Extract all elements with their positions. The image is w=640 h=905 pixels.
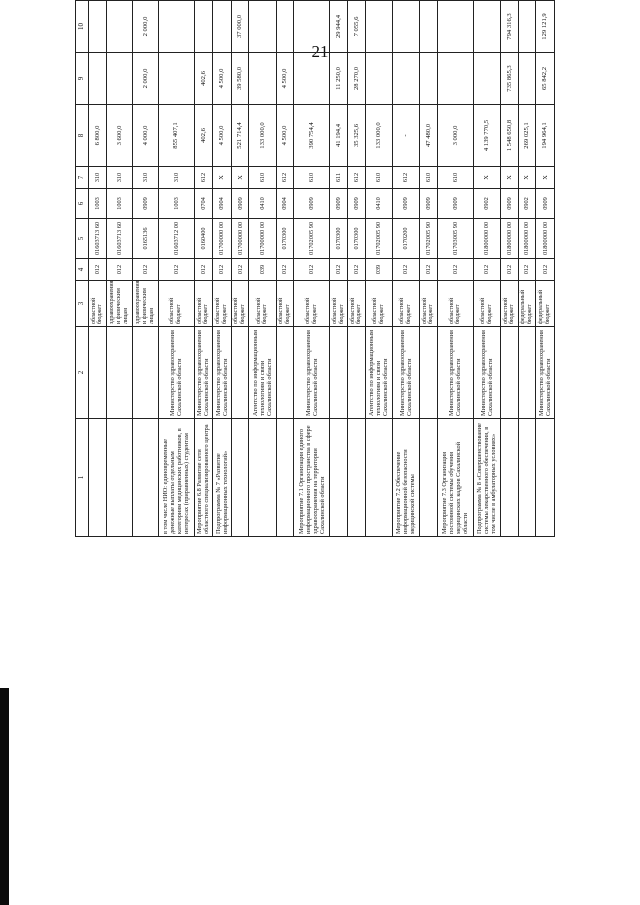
table-cell-c2: Агентство по информационным технологиям и связи Сахалинской области — [249, 327, 276, 419]
table-cell-c3: здравоохранения и физическим лицам — [106, 281, 132, 327]
column-number: 9 — [76, 53, 89, 105]
table-cell-c5: 0165136 — [132, 219, 158, 259]
table-cell-c11 — [89, 0, 107, 1]
table-cell-c3: федеральный бюджет — [536, 281, 555, 327]
table-cell-c11 — [420, 0, 438, 1]
table-cell-c9 — [106, 53, 132, 105]
table-cell-c1 — [500, 419, 518, 537]
table-cell-c6: 1003 — [106, 189, 132, 219]
table-cell-c8: - — [392, 105, 419, 167]
table-cell-c1 — [518, 419, 536, 537]
table-cell-c3: областной бюджет — [420, 281, 438, 327]
table-cell-c4: 012 — [194, 259, 213, 281]
table-cell-c2: Министерство здравоохранения Сахалинской области — [536, 327, 555, 419]
table-cell-c9: 402,6 — [194, 53, 213, 105]
table-cell-c6: 0410 — [249, 189, 276, 219]
table-row — [473, 0, 500, 537]
table-cell-c8: 390 754,4 — [294, 105, 330, 167]
table-cell-c11 — [132, 0, 158, 1]
table-cell-c5: 01700000 00 — [249, 219, 276, 259]
table-cell-c5: 0170300 — [276, 219, 294, 259]
table-cell-c10 — [473, 1, 500, 53]
table-cell-c11 — [249, 0, 276, 1]
table-cell-c10 — [276, 1, 294, 53]
table-cell-c6: 0902 — [473, 189, 500, 219]
column-number: 5 — [76, 219, 89, 259]
table-cell-c2: Министерство здравоохранения Сахалинской области — [437, 327, 473, 419]
column-number: 2 — [76, 327, 89, 419]
table-cell-c4: 012 — [420, 259, 438, 281]
table-cell-c4: 012 — [294, 259, 330, 281]
table-cell-c7: 610 — [249, 167, 276, 189]
table-cell-c8: 4 500,0 — [276, 105, 294, 167]
table-cell-c10 — [249, 1, 276, 53]
column-number — [76, 0, 89, 1]
page-number: 21 — [311, 42, 329, 61]
table-cell-c4: 012 — [500, 259, 518, 281]
table-cell-c10: 2 000,0 — [132, 1, 158, 53]
table-cell-c10 — [294, 1, 330, 53]
table-cell-c4: 012 — [231, 259, 249, 281]
table-cell-c7: Х — [231, 167, 249, 189]
table-cell-c1 — [132, 419, 158, 537]
table-cell-c6: 0909 — [294, 189, 330, 219]
table-row — [249, 0, 276, 537]
table-row — [365, 0, 392, 537]
table-cell-c4: 012 — [518, 259, 536, 281]
table-cell-c7: 612 — [347, 167, 365, 189]
table-cell-c9 — [89, 53, 107, 105]
table-cell-c1 — [249, 419, 276, 537]
table-cell-c6: 0410 — [365, 189, 392, 219]
table-cell-c6: 0909 — [420, 189, 438, 219]
table-cell-c8: 4 139 770,5 — [473, 105, 500, 167]
table-cell-c11 — [392, 0, 419, 1]
table-cell-c1: Подпрограмма № 7 «Развитие информационных технологий» — [213, 419, 232, 537]
table-cell-c3: областной бюджет — [231, 281, 249, 327]
table-cell-c5: 01603713 60 — [89, 219, 107, 259]
table-cell-c5: 01702005 90 — [294, 219, 330, 259]
table-row — [89, 0, 107, 537]
table-cell-c9 — [437, 53, 473, 105]
column-number: 4 — [76, 259, 89, 281]
table-cell-c2 — [276, 327, 294, 419]
table-row — [536, 0, 555, 537]
table-row — [158, 0, 194, 537]
table-row — [276, 0, 294, 537]
table-cell-c5: 01800000 00 — [473, 219, 500, 259]
table-cell-c4: 012 — [392, 259, 419, 281]
table-cell-c7: 610 — [294, 167, 330, 189]
table-row — [437, 0, 473, 537]
column-number: 7 — [76, 167, 89, 189]
table-cell-c9 — [365, 53, 392, 105]
table-cell-c3: областной бюджет — [473, 281, 500, 327]
table-cell-c9 — [249, 53, 276, 105]
table-cell-c7: Х — [536, 167, 555, 189]
table-row — [500, 0, 518, 537]
table-cell-c10 — [89, 1, 107, 53]
table-cell-c5: 01603713 60 — [106, 219, 132, 259]
table-cell-c11 — [194, 0, 213, 1]
table-cell-c11 — [536, 0, 555, 1]
table-cell-c11 — [365, 0, 392, 1]
table-cell-c2 — [106, 327, 132, 419]
table-cell-c1: Мероприятие 7.1 Организация единого информационного пространства в сфере здравоохранения на территории Сахалинской области — [294, 419, 330, 537]
table-cell-c6: 0909 — [392, 189, 419, 219]
table-cell-c7: 310 — [132, 167, 158, 189]
table-cell-c2 — [132, 327, 158, 419]
table-cell-c1 — [536, 419, 555, 537]
table-cell-c2: Министерство здравоохранения Сахалинской области — [213, 327, 232, 419]
table-cell-c9: 4 500,0 — [276, 53, 294, 105]
table-cell-c4: 039 — [365, 259, 392, 281]
table-cell-c1 — [276, 419, 294, 537]
table-cell-c8: 4 500,0 — [213, 105, 232, 167]
table-row — [420, 0, 438, 537]
table-cell-c3: областной бюджет — [158, 281, 194, 327]
table-cell-c7: 310 — [106, 167, 132, 189]
table-cell-c4: 012 — [276, 259, 294, 281]
table-cell-c9: 28 270,0 — [347, 53, 365, 105]
table-cell-c1 — [106, 419, 132, 537]
table-cell-c7: 310 — [158, 167, 194, 189]
table-cell-c7: Х — [473, 167, 500, 189]
table-cell-c8: 133 000,0 — [249, 105, 276, 167]
table-cell-c1: Мероприятие 6.8 Развитие сети областного специализированного центра — [194, 419, 213, 537]
budget-table-container — [75, 13, 555, 875]
table-cell-c9 — [294, 53, 330, 105]
table-cell-c10 — [420, 1, 438, 53]
table-cell-c2: Министерство здравоохранения Сахалинской области — [158, 327, 194, 419]
table-cell-c9: 39 580,0 — [231, 53, 249, 105]
table-cell-c10 — [158, 1, 194, 53]
table-cell-c10: 29 944,4 — [330, 1, 348, 53]
table-cell-c11 — [500, 0, 518, 1]
table-cell-c5: 01702005 90 — [365, 219, 392, 259]
table-cell-c5: 0170200 — [392, 219, 419, 259]
table-cell-c7: 610 — [437, 167, 473, 189]
table-cell-c6: 0909 — [347, 189, 365, 219]
table-row — [132, 0, 158, 537]
table-cell-c4: 012 — [473, 259, 500, 281]
table-cell-c5: 01703005 90 — [437, 219, 473, 259]
table-cell-c10 — [365, 1, 392, 53]
table-cell-c1 — [365, 419, 392, 537]
table-cell-c8: 1 548 650,8 — [500, 105, 518, 167]
table-cell-c7: Х — [500, 167, 518, 189]
table-cell-c2 — [347, 327, 365, 419]
table-cell-c2: Агентство по информационным технологиям и связи Сахалинской области — [365, 327, 392, 419]
table-cell-c8: 4 000,0 — [132, 105, 158, 167]
table-cell-c6: 0909 — [330, 189, 348, 219]
table-cell-c11 — [347, 0, 365, 1]
table-cell-c8: 3 600,0 — [106, 105, 132, 167]
table-cell-c3: областной бюджет — [347, 281, 365, 327]
rotated-page-content — [75, 0, 555, 537]
table-cell-c1 — [89, 419, 107, 537]
table-cell-c5: 0160400 — [194, 219, 213, 259]
table-row — [392, 0, 419, 537]
table-cell-c1: Мероприятие 7.3 Организация постоянной системы обучения медицинских кадров Сахалинской области — [437, 419, 473, 537]
table-row — [518, 0, 536, 537]
scan-edge-mark — [0, 688, 9, 905]
table-cell-c9: 4 500,0 — [213, 53, 232, 105]
table-cell-c5: 01800000 00 — [500, 219, 518, 259]
table-cell-c6: 0909 — [132, 189, 158, 219]
table-cell-c11 — [106, 0, 132, 1]
table-row — [347, 0, 365, 537]
table-row — [231, 0, 249, 537]
table-cell-c8: 402,6 — [194, 105, 213, 167]
table-cell-c3: областной бюджет — [294, 281, 330, 327]
column-number: 10 — [76, 1, 89, 53]
table-cell-c5: 01603712 00 — [158, 219, 194, 259]
table-cell-c10 — [106, 1, 132, 53]
table-cell-c4: 012 — [106, 259, 132, 281]
table-cell-c5: 01800000 00 — [518, 219, 536, 259]
table-cell-c6: 0904 — [276, 189, 294, 219]
table-cell-c6: 0904 — [213, 189, 232, 219]
table-cell-c8: 3 000,0 — [437, 105, 473, 167]
table-cell-c8: 855 407,1 — [158, 105, 194, 167]
table-row — [213, 0, 232, 537]
table-cell-c5: 01700000 00 — [231, 219, 249, 259]
table-cell-c7: 610 — [365, 167, 392, 189]
table-cell-c1 — [347, 419, 365, 537]
table-cell-c6: 1003 — [158, 189, 194, 219]
table-cell-c8: 194 964,1 — [536, 105, 555, 167]
table-cell-c1 — [330, 419, 348, 537]
table-cell-c9: 735 865,3 — [500, 53, 518, 105]
table-cell-c9 — [518, 53, 536, 105]
table-cell-c4: 012 — [158, 259, 194, 281]
table-cell-c2 — [231, 327, 249, 419]
table-cell-c10 — [392, 1, 419, 53]
table-cell-c3: областной бюджет — [249, 281, 276, 327]
table-cell-c4: 012 — [536, 259, 555, 281]
table-cell-c4: 012 — [330, 259, 348, 281]
table-cell-c2 — [518, 327, 536, 419]
table-cell-c9 — [420, 53, 438, 105]
column-number: 6 — [76, 189, 89, 219]
table-cell-c11 — [231, 0, 249, 1]
table-cell-c11 — [213, 0, 232, 1]
table-cell-c4: 012 — [347, 259, 365, 281]
table-cell-c8: 133 000,0 — [365, 105, 392, 167]
table-cell-c7: 612 — [276, 167, 294, 189]
table-cell-c7: Х — [518, 167, 536, 189]
table-cell-c9: 11 250,0 — [330, 53, 348, 105]
table-cell-c3: областной бюджет — [392, 281, 419, 327]
table-cell-c10 — [194, 1, 213, 53]
table-cell-c4: 012 — [437, 259, 473, 281]
table-cell-c1 — [420, 419, 438, 537]
table-cell-c3: областной бюджет — [365, 281, 392, 327]
table-cell-c3: федеральный бюджет — [518, 281, 536, 327]
table-cell-c3: областной бюджет — [500, 281, 518, 327]
table-cell-c11 — [158, 0, 194, 1]
table-cell-c10: 7 055,6 — [347, 1, 365, 53]
table-cell-c1: Мероприятие 7.2 Обеспечение информационной безопасности медицинской системы — [392, 419, 419, 537]
table-cell-c9 — [158, 53, 194, 105]
table-cell-c11 — [276, 0, 294, 1]
table-row — [330, 0, 348, 537]
table-cell-c4: 012 — [89, 259, 107, 281]
table-row — [294, 0, 330, 537]
table-cell-c11 — [294, 0, 330, 1]
table-cell-c3: областной бюджет — [437, 281, 473, 327]
table-cell-c8: 35 325,6 — [347, 105, 365, 167]
table-cell-c6: 0909 — [500, 189, 518, 219]
table-cell-c9: 2 000,0 — [132, 53, 158, 105]
table-cell-c3: областной бюджет — [89, 281, 107, 327]
table-cell-c7: 612 — [392, 167, 419, 189]
table-cell-c8: 47 480,0 — [420, 105, 438, 167]
table-cell-c10: 37 000,0 — [231, 1, 249, 53]
table-cell-c5: 01702005 90 — [420, 219, 438, 259]
column-number: 3 — [76, 281, 89, 327]
table-cell-c3: областной бюджет — [330, 281, 348, 327]
table-cell-c2 — [89, 327, 107, 419]
table-cell-c8: 269 025,1 — [518, 105, 536, 167]
table-cell-c2 — [330, 327, 348, 419]
table-cell-c3: областной бюджет — [213, 281, 232, 327]
table-cell-c6: 0704 — [194, 189, 213, 219]
table-cell-c2: Министерство здравоохранения Сахалинской области — [194, 327, 213, 419]
table-cell-c4: 012 — [132, 259, 158, 281]
table-cell-c3: областной бюджет — [194, 281, 213, 327]
table-row — [106, 0, 132, 537]
table-cell-c5: 0170300 — [330, 219, 348, 259]
table-cell-c1: в том числе НИО: единовременные денежные выплаты отдельным категориям медицинских работников, в интересах (приравненных) студентам — [158, 419, 194, 537]
table-cell-c8: 521 714,4 — [231, 105, 249, 167]
column-number: 8 — [76, 105, 89, 167]
table-cell-c2 — [500, 327, 518, 419]
table-cell-c10: 794 316,3 — [500, 1, 518, 53]
table-cell-c2: Министерство здравоохранения Сахалинской области — [473, 327, 500, 419]
table-cell-c1: Подпрограмма № 8 «Совершенствование системы лекарственного обеспечения, в том числе в амбулаторных условиях» — [473, 419, 500, 537]
table-cell-c11 — [473, 0, 500, 1]
budget-table — [75, 0, 555, 537]
table-cell-c6: 0909 — [437, 189, 473, 219]
table-cell-c4: 039 — [249, 259, 276, 281]
table-cell-c10 — [518, 1, 536, 53]
table-cell-c1 — [231, 419, 249, 537]
table-cell-c5: 01700000 00 — [213, 219, 232, 259]
table-cell-c6: 0909 — [536, 189, 555, 219]
table-cell-c4: 012 — [213, 259, 232, 281]
column-number: 1 — [76, 419, 89, 537]
table-cell-c2: Министерство здравоохранения Сахалинской области — [392, 327, 419, 419]
table-cell-c8: 41 194,4 — [330, 105, 348, 167]
table-cell-c11 — [437, 0, 473, 1]
table-cell-c5: 0170300 — [347, 219, 365, 259]
table-cell-c10: 129 121,9 — [536, 1, 555, 53]
table-cell-c5: 01800000 00 — [536, 219, 555, 259]
table-cell-c2: Министерство здравоохранения Сахалинской области — [294, 327, 330, 419]
table-cell-c7: 612 — [194, 167, 213, 189]
table-cell-c11 — [518, 0, 536, 1]
table-cell-c10 — [437, 1, 473, 53]
table-cell-c6: 0902 — [518, 189, 536, 219]
table-cell-c3: здравоохранения и физическим лицам — [132, 281, 158, 327]
table-cell-c8: 6 800,0 — [89, 105, 107, 167]
table-cell-c9 — [473, 53, 500, 105]
table-cell-c3: областной бюджет — [276, 281, 294, 327]
table-row — [194, 0, 213, 537]
table-cell-c7: 611 — [330, 167, 348, 189]
table-cell-c6: 1003 — [89, 189, 107, 219]
table-cell-c6: 0909 — [231, 189, 249, 219]
table-cell-c7: 310 — [89, 167, 107, 189]
table-cell-c9: 65 842,2 — [536, 53, 555, 105]
table-cell-c10 — [213, 1, 232, 53]
column-number-row — [76, 0, 89, 537]
table-cell-c9 — [392, 53, 419, 105]
table-cell-c2 — [420, 327, 438, 419]
table-cell-c7: 610 — [420, 167, 438, 189]
table-cell-c7: Х — [213, 167, 232, 189]
table-cell-c11 — [330, 0, 348, 1]
